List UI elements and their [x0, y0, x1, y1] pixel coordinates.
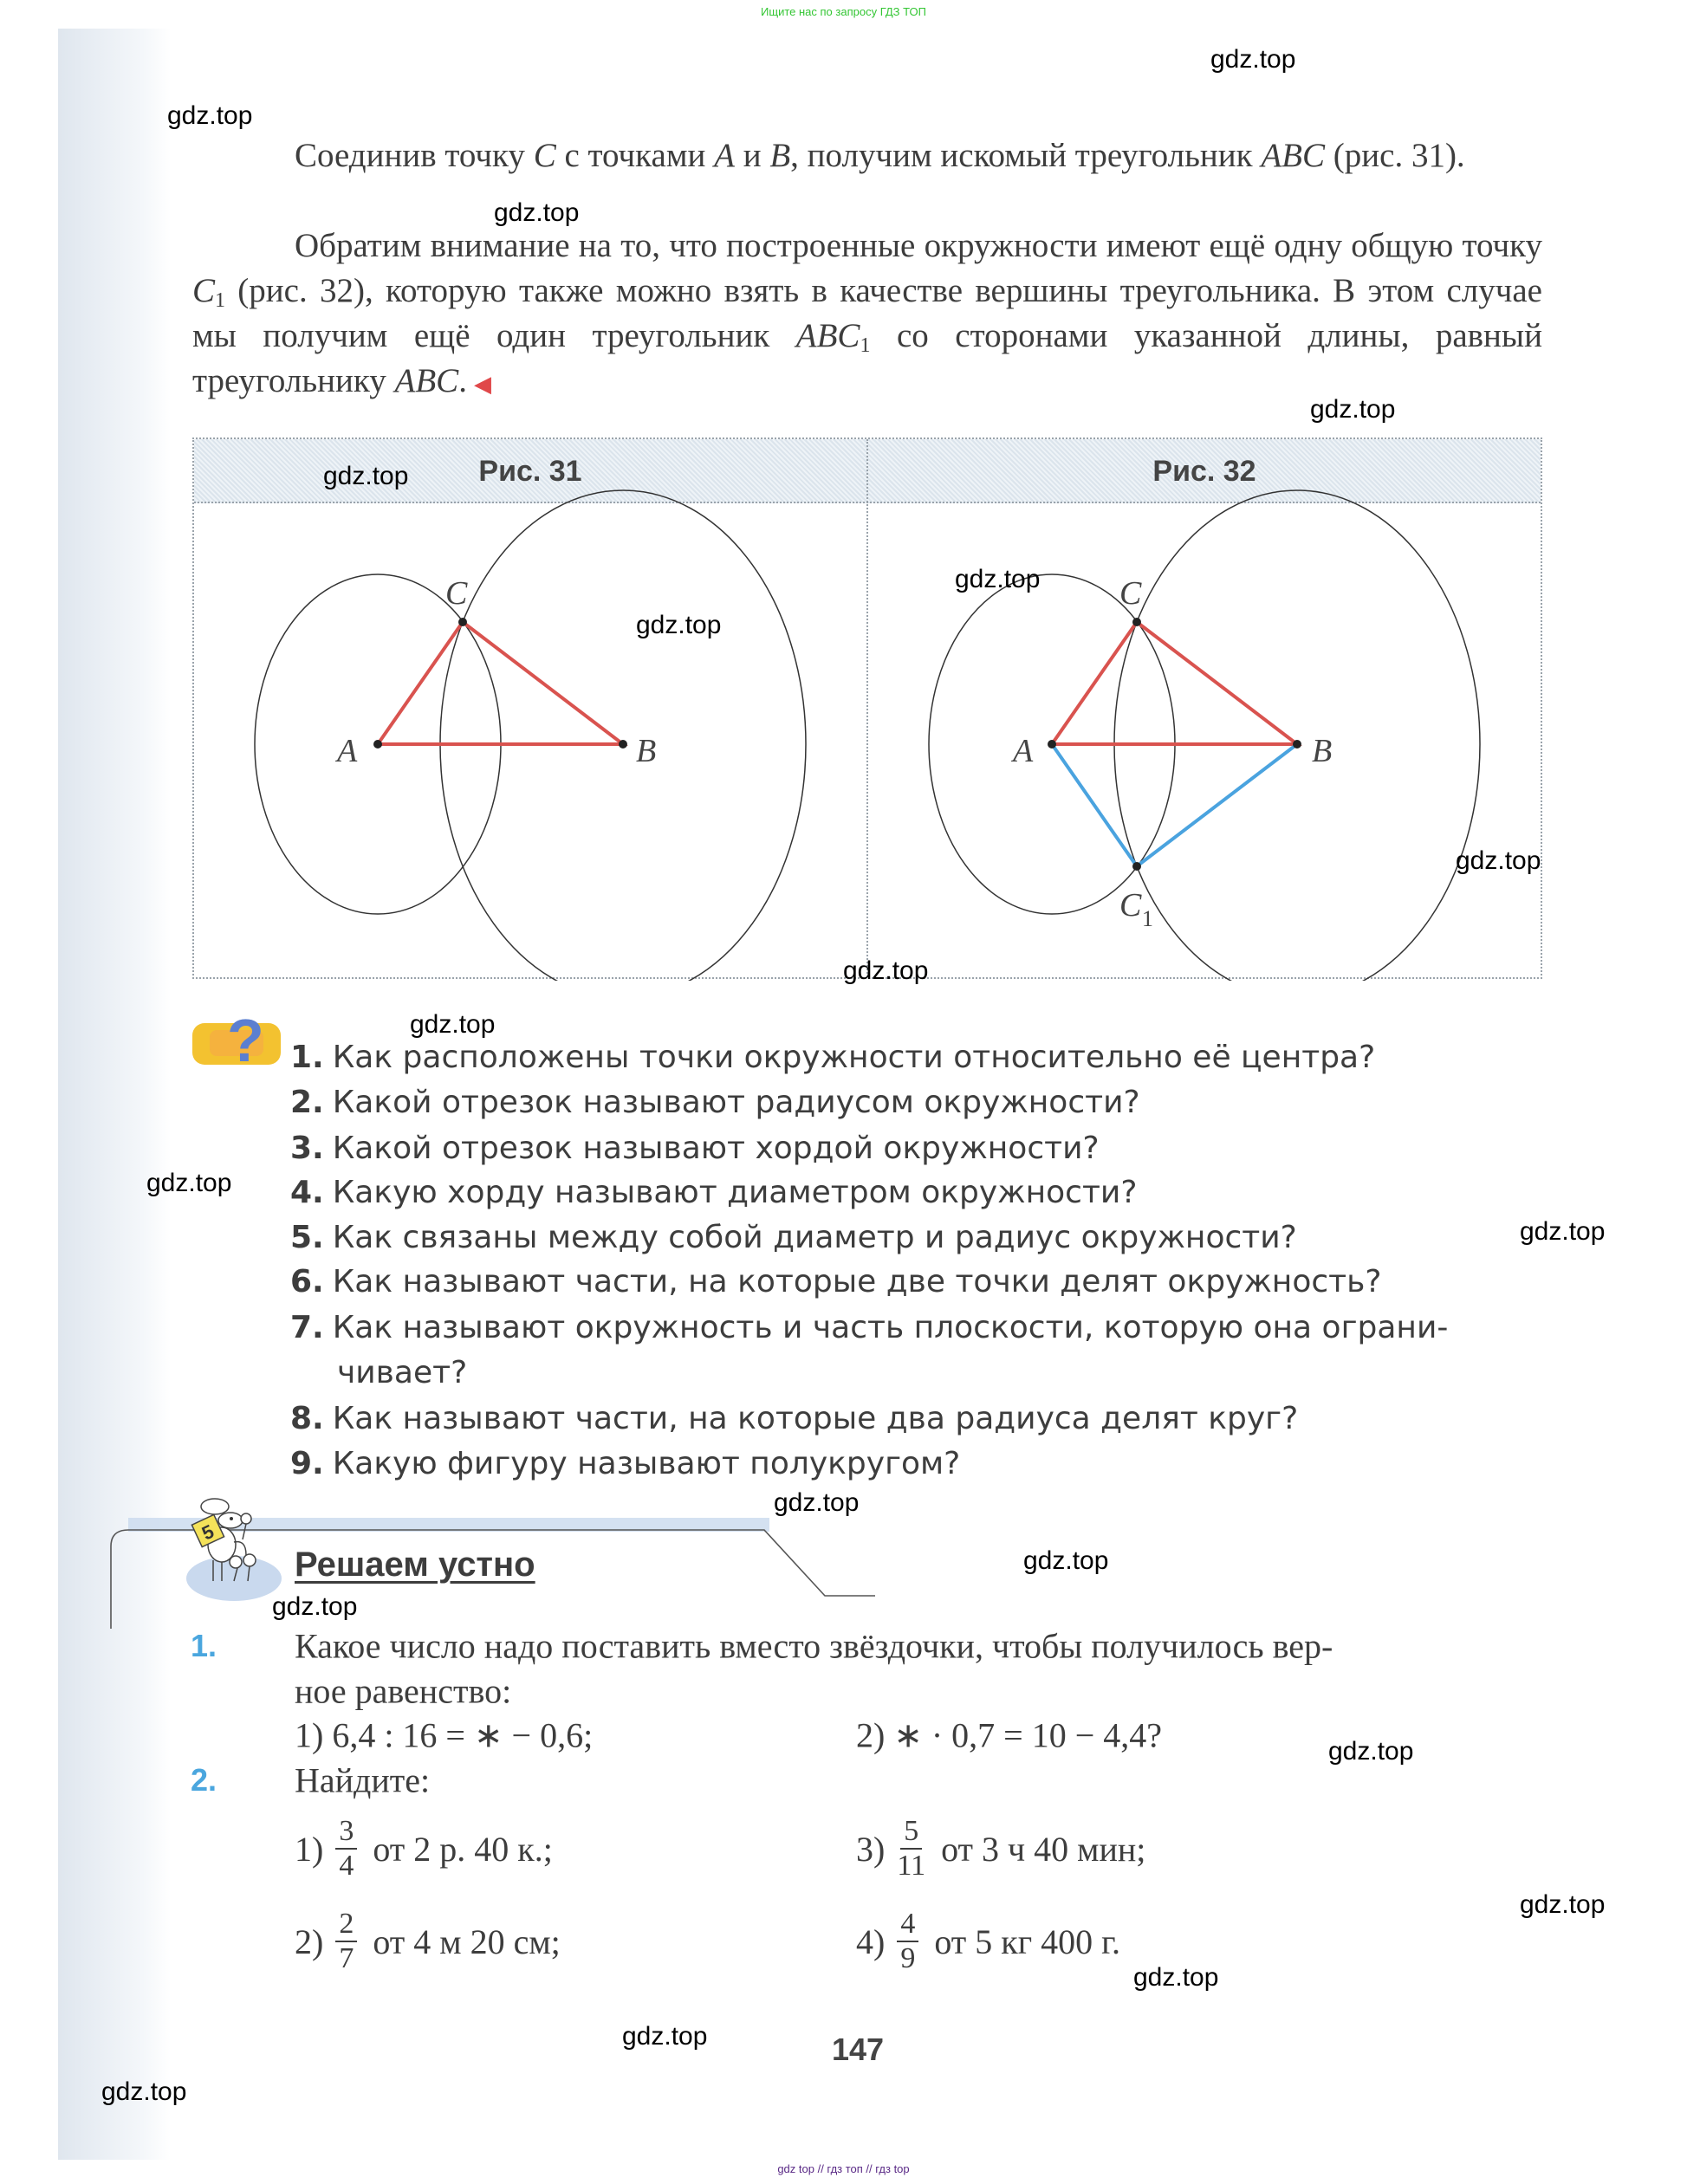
end-of-proof-marker-icon: ◀ — [473, 372, 491, 397]
task-1-line-2: ное равенство: — [295, 1671, 512, 1711]
watermark-text[interactable]: gdz.top — [1328, 1737, 1414, 1766]
task-1-number: 1. — [191, 1628, 217, 1663]
fraction: $\frac{3}{4}$ — [335, 1815, 357, 1883]
watermark-text[interactable]: gdz.top — [167, 101, 253, 130]
section-title: Решаем устно — [295, 1546, 535, 1584]
question-2: 2. Какой отрезок называют радиусом окружности? — [290, 1085, 1140, 1120]
watermark-text[interactable]: gdz.top — [323, 462, 409, 490]
question-6: 6. Как называют части, на которые две точки делят окружность? — [290, 1264, 1382, 1299]
paragraph-2: Обратим внимание на то, что построенные окружности имеют ещё одну общую точку $C_1$ (рис. 32), которую также можно взять в качестве вершины треугольника. В этом случае мы получим ещё один треугольник $ABC_1$ со сторонами указанной длины, равный треугольнику ABC. ◀ — [192, 227, 1542, 399]
page-number: 147 — [832, 2032, 885, 2067]
figure-31-label-c: C — [445, 575, 468, 612]
watermark-text[interactable]: gdz.top — [1520, 1217, 1606, 1246]
question-5: 5. Как связаны между собой диаметр и радиус окружности? — [290, 1220, 1297, 1255]
figure-32-label-c: C — [1119, 575, 1142, 612]
question-icon — [191, 1008, 282, 1068]
task-2-number: 2. — [191, 1762, 217, 1798]
figure-31-title: Рис. 31 — [478, 455, 582, 488]
task-1-item-2: 2) ∗ · 0,7 = 10 − 4,4? — [856, 1715, 1163, 1755]
task-2-item-1: 1) $\frac{3}{4}$ от 2 р. 40 к.; — [295, 1815, 553, 1882]
figure-32-label-a: A — [1013, 733, 1034, 769]
figure-32-title: Рис. 32 — [1152, 455, 1256, 488]
footer-links: gdz top // гдз топ // гдз top — [777, 2162, 910, 2175]
figures-panel — [192, 437, 1542, 979]
page-spine-shadow — [58, 29, 171, 2160]
question-3: 3. Какой отрезок называют хордой окружности? — [290, 1131, 1100, 1166]
question-7: 7. Как называют окружность и часть плоскости, которую она ограни- — [290, 1310, 1449, 1345]
figure-32-label-c1: C — [1119, 887, 1142, 924]
watermark-text[interactable]: gdz.top — [1310, 395, 1396, 424]
watermark-text[interactable]: gdz.top — [1520, 1890, 1606, 1919]
poodle-mascot-icon — [189, 1494, 276, 1585]
top-search-hint: Ищите нас по запросу ГДЗ ТОП — [761, 5, 926, 18]
watermark-text[interactable]: gdz.top — [410, 1010, 496, 1039]
watermark-text[interactable]: gdz.top — [1456, 846, 1541, 875]
paragraph-1: Соединив точку C с точками A и B, получим искомый треугольник ABC (рис. 31). — [295, 137, 1465, 174]
task-2-line-1: Найдите: — [295, 1760, 431, 1800]
watermark-text[interactable]: gdz.top — [955, 565, 1041, 593]
figure-31-diagram — [194, 439, 1544, 981]
watermark-text[interactable]: gdz.top — [1133, 1963, 1219, 1992]
watermark-text[interactable]: gdz.top — [101, 2077, 187, 2106]
task-1-line-1: Какое число надо поставить вместо звёздочки, чтобы получилось вер- — [295, 1626, 1333, 1666]
question-7-continuation: чивает? — [337, 1355, 468, 1390]
question-1: 1. Как расположены точки окружности относительно её центра? — [290, 1040, 1376, 1075]
task-2-item-2: 2) $\frac{2}{7}$ от 4 м 20 см; — [295, 1908, 561, 1974]
figure-31-label-a: A — [337, 733, 358, 769]
watermark-text[interactable]: gdz.top — [774, 1488, 860, 1517]
fraction: $\frac{4}{9}$ — [897, 1908, 918, 1975]
question-9: 9. Какую фигуру называют полукругом? — [290, 1446, 961, 1481]
watermark-text[interactable]: gdz.top — [622, 2022, 708, 2051]
figure-32-label-b: B — [1312, 733, 1333, 769]
task-1-item-1: 1) 6,4 : 16 = ∗ − 0,6; — [295, 1715, 594, 1755]
watermark-text[interactable]: gdz.top — [494, 198, 580, 227]
task-2-item-4: 4) $\frac{4}{9}$ от 5 кг 400 г. — [856, 1908, 1121, 1974]
figure-32-label-c1-sub: 1 — [1142, 906, 1153, 931]
task-2-item-3: 3) $\frac{5}{11}$ от 3 ч 40 мин; — [856, 1815, 1146, 1882]
watermark-text[interactable]: gdz.top — [146, 1169, 232, 1197]
watermark-text[interactable]: gdz.top — [272, 1592, 358, 1621]
watermark-text[interactable]: gdz.top — [1210, 45, 1296, 74]
question-4: 4. Какую хорду называют диаметром окружности? — [290, 1175, 1138, 1210]
watermark-text[interactable]: gdz.top — [636, 611, 722, 639]
watermark-text[interactable]: gdz.top — [843, 956, 929, 985]
fraction: $\frac{2}{7}$ — [335, 1908, 357, 1975]
question-8: 8. Как называют части, на которые два радиуса делят круг? — [290, 1401, 1299, 1436]
svg-text:?: ? — [227, 1008, 264, 1068]
figure-31-label-b: B — [636, 733, 657, 769]
fraction: $\frac{5}{11}$ — [897, 1815, 926, 1882]
watermark-text[interactable]: gdz.top — [1023, 1546, 1109, 1575]
svg-text:5: 5 — [198, 1520, 217, 1545]
